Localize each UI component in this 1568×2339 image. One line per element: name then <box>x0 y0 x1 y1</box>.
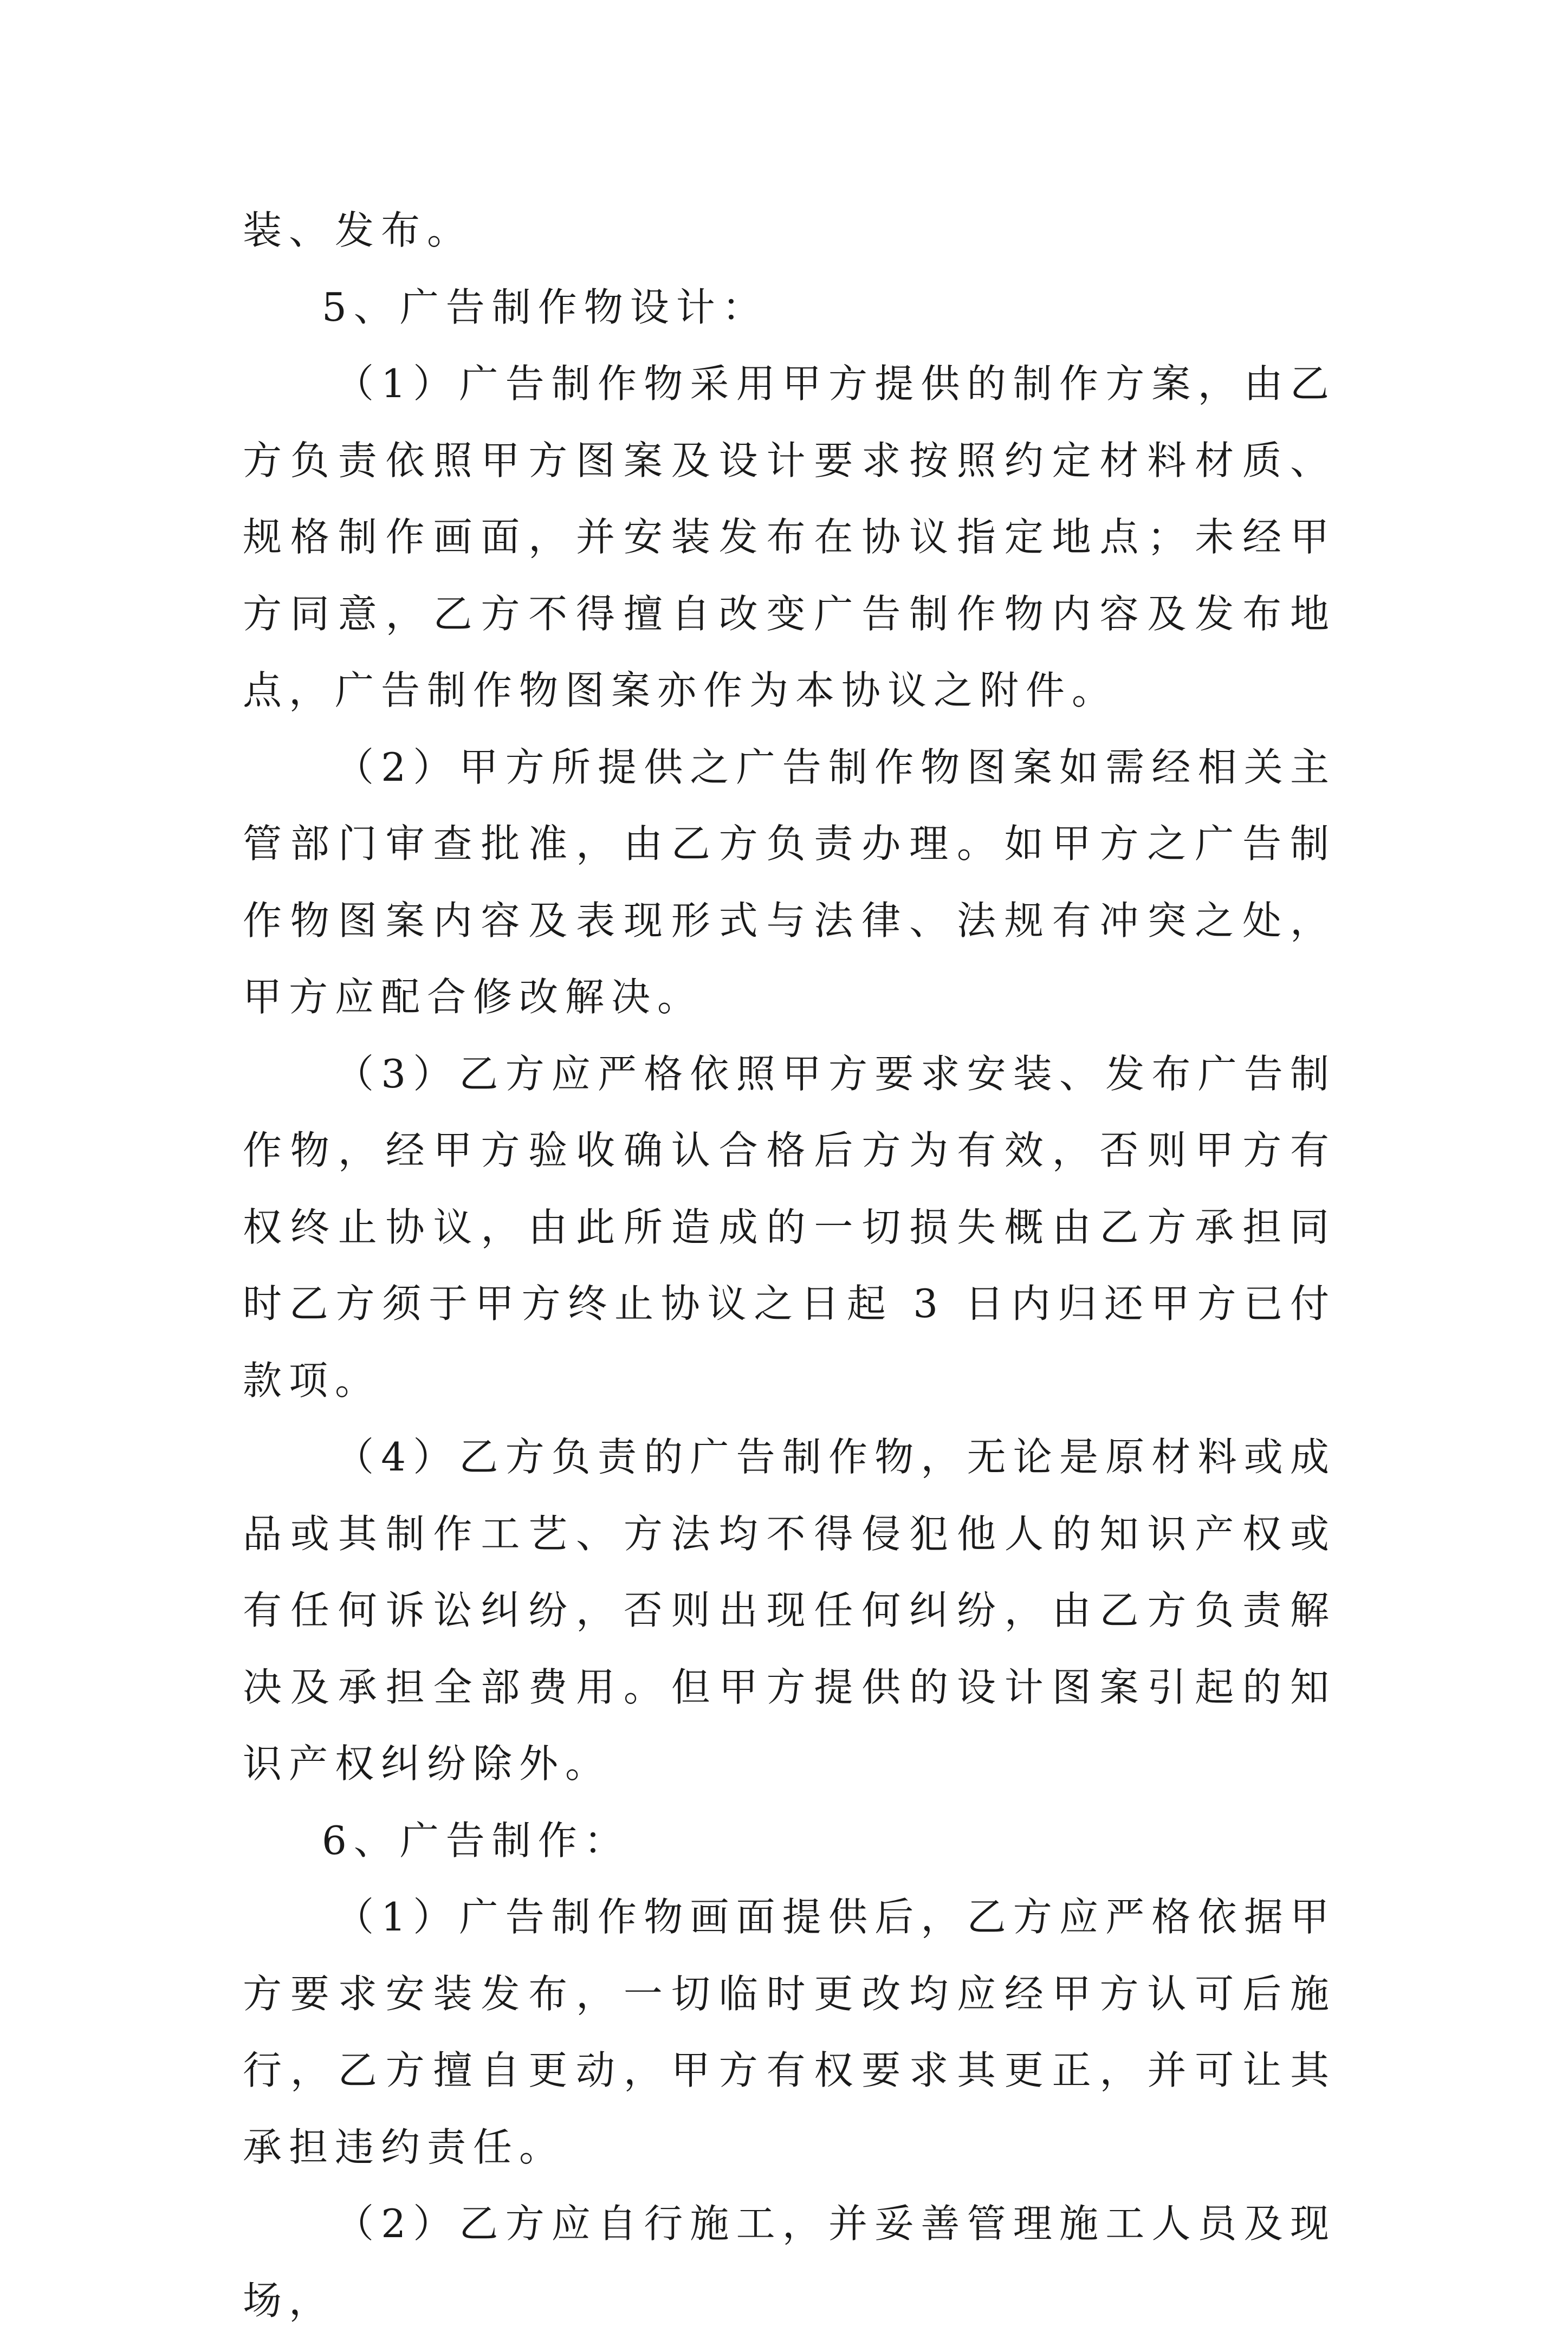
section-6-heading: 6、广告制作： <box>322 1817 630 1863</box>
paragraph-continuation: 装、发布。 <box>243 208 474 253</box>
clause-6-1: （1）广告制作物画面提供后，乙方应严格依据甲方要求安装发布，一切临时更改均应经甲方认可后施行，乙方擅自更动，甲方有权要求其更正，并可让其承担违约责任。 <box>243 1894 1336 2170</box>
clause-6-2: （2）乙方应自行施工，并妥善管理施工人员及现场， <box>243 2201 1336 2323</box>
clause-5-1: （1）广告制作物采用甲方提供的制作方案，由乙方负责依照甲方图案及设计要求按照约定材料材质、规格制作画面，并安装发布在协议指定地点；未经甲方同意，乙方不得擅自改变广告制作物内容及发布地点，广告制作物图案亦作为本协议之附件。 <box>243 361 1336 713</box>
clause-5-4: （4）乙方负责的广告制作物，无论是原材料或成品或其制作工艺、方法均不得侵犯他人的知识产权或有任何诉讼纠纷，否则出现任何纠纷，由乙方负责解决及承担全部费用。但甲方提供的设计图案引起的知识产权纠纷除外。 <box>243 1434 1336 1786</box>
document-body <box>243 192 1336 2339</box>
clause-5-3: （3）乙方应严格依照甲方要求安装、发布广告制作物，经甲方验收确认合格后方为有效，否则甲方有权终止协议，由此所造成的一切损失概由乙方承担同时乙方须于甲方终止协议之日起 3 日内归还甲方已付款项。 <box>243 1051 1336 1403</box>
clause-5-2: （2）甲方所提供之广告制作物图案如需经相关主管部门审查批准，由乙方负责办理。如甲方之广告制作物图案内容及表现形式与法律、法规有冲突之处，甲方应配合修改解决。 <box>243 744 1336 1020</box>
section-5-heading: 5、广告制作物设计： <box>322 284 768 330</box>
